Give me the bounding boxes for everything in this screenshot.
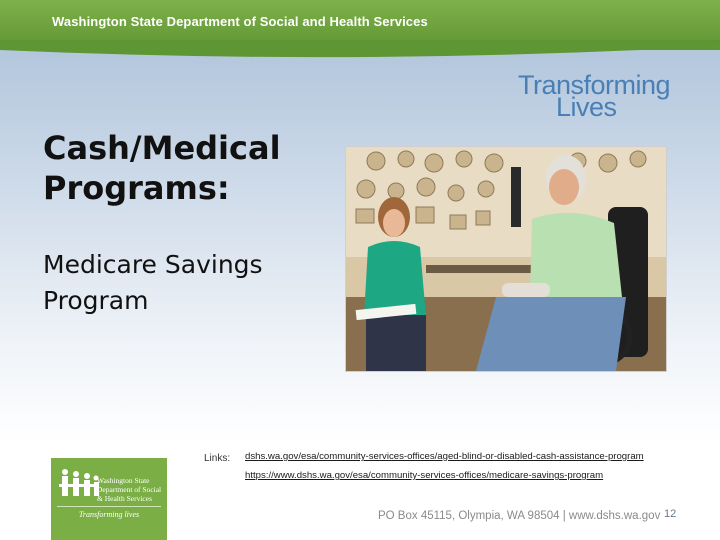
family-icon	[57, 464, 101, 508]
dshs-logo-line2: Department of Social	[97, 485, 162, 494]
dshs-logo	[51, 458, 167, 540]
link-aged-blind-disabled-cash[interactable]: dshs.wa.gov/esa/community-services-offices/aged-blind-or-disabled-cash-assistance-program	[245, 451, 644, 462]
caseworker-photo	[345, 146, 667, 372]
slide-heading: Cash/Medical Programs:	[43, 129, 281, 207]
dshs-logo-tagline: Transforming lives	[78, 510, 140, 519]
dshs-logo-line1: Washington State	[97, 476, 150, 485]
logo-line1: Transforming	[518, 70, 671, 100]
link-medicare-savings-program[interactable]: https://www.dshs.wa.gov/esa/community-services-offices/medicare-savings-program	[245, 470, 604, 481]
logo-line2: Lives	[556, 92, 617, 122]
header-curve	[0, 40, 720, 62]
footer-address: PO Box 45115, Olympia, WA 98504 | www.dshs.wa.gov	[378, 510, 661, 522]
slide-number: 12	[664, 508, 677, 520]
dshs-logo-divider	[57, 506, 161, 507]
slide-subheading: Medicare Savings Program	[43, 250, 263, 315]
dshs-logo-line3: & Health Services	[97, 494, 152, 503]
photo-illustration	[346, 147, 666, 371]
header-bar	[0, 0, 720, 50]
dshs-logo-text	[97, 476, 167, 503]
transforming-lives-logo	[518, 70, 671, 122]
header-title: Washington State Department of Social and Health Services	[52, 14, 428, 29]
links-label: Links:	[204, 453, 231, 464]
